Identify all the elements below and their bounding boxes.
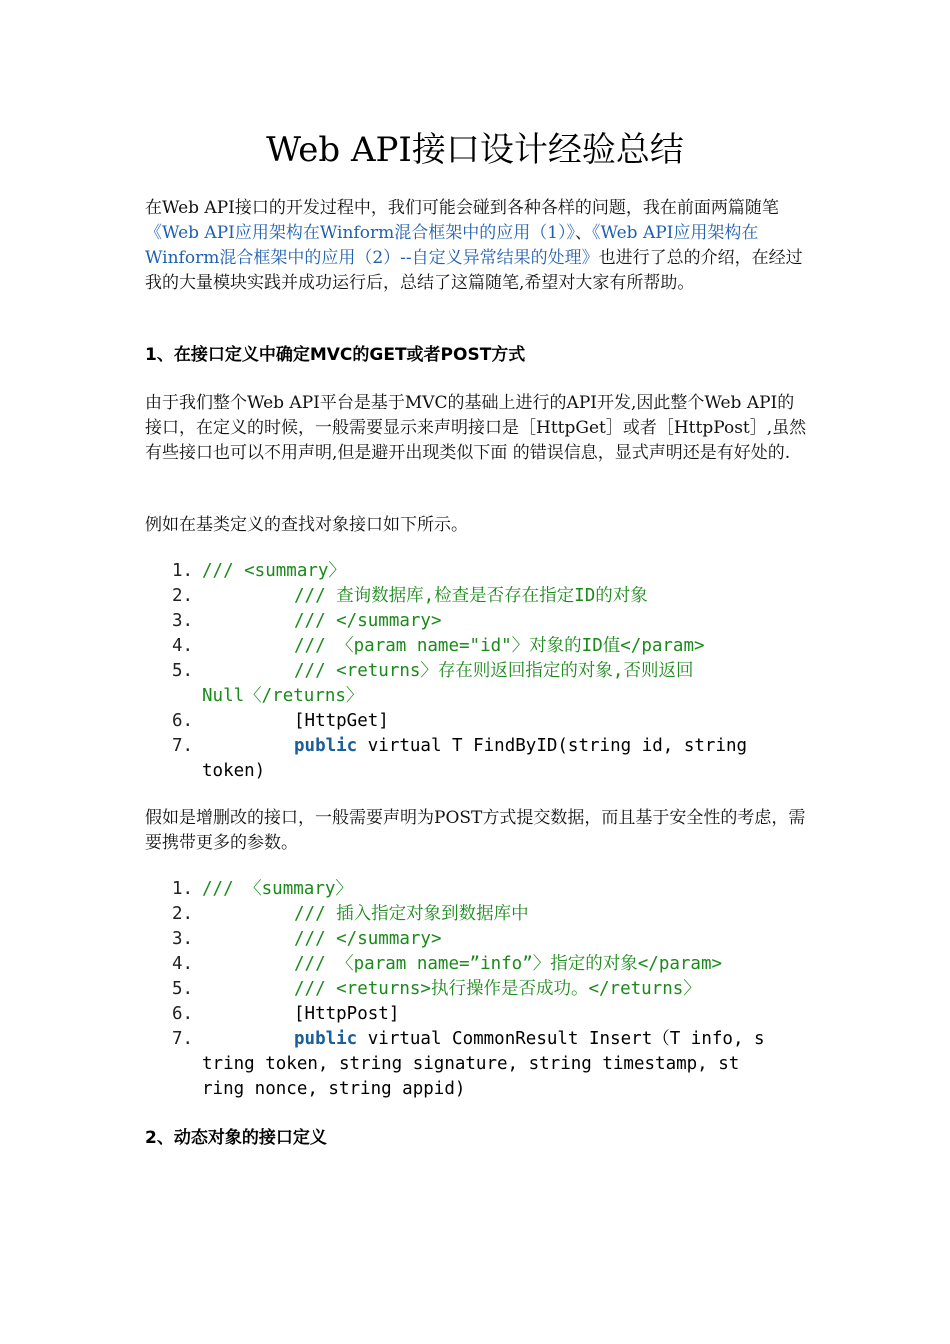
line-number: 3. xyxy=(172,929,194,949)
code-line: 6. [HttpGet] xyxy=(172,709,812,734)
line-number: 4. xyxy=(172,954,194,974)
keyword-public: public xyxy=(294,736,358,756)
line-number: 1. xyxy=(172,561,194,581)
line-number: 7. xyxy=(172,1029,194,1049)
line-number: 5. xyxy=(172,979,194,999)
code-line: 5. /// <returns〉存在则返回指定的对象,否则返回 xyxy=(172,659,812,684)
intro-text-2: 也进行了总的介绍，在经过我的大量模块实践并成功运行后，总结了这篇随笔,希望对大家有所帮助。 xyxy=(145,248,803,293)
link-article-2[interactable]: 《Web API应用架构在Winform混合框架中的应用（2）--自定义异常结果的处理》 xyxy=(145,223,759,268)
code-line: 1. /// 〈summary〉 xyxy=(172,877,812,902)
code-line: 7. public virtual T FindByID(string id, string xyxy=(172,734,812,759)
line-number: 1. xyxy=(172,879,194,899)
code-block-insert xyxy=(172,877,812,1102)
code-line-wrap: ring nonce, string appid) xyxy=(202,1079,466,1099)
line-number: 3. xyxy=(172,611,194,631)
line-number: 6. xyxy=(172,1004,194,1024)
code-line: 5. /// <returns>执行操作是否成功。</returns〉 xyxy=(172,977,812,1002)
line-number: 5. xyxy=(172,661,194,681)
section1-paragraph-1: 由于我们整个Web API平台是基于MVC的基础上进行的API开发,因此整个Web API的接口，在定义的时候，一般需要显示来声明接口是［HttpGet］或者［HttpPost］,虽然有些接口也可以不用声明,但是避开出现类似下面 的错误信息，显式声明还是有好处的. xyxy=(145,393,807,463)
code-line-wrap: Null〈/returns〉 xyxy=(202,686,364,706)
code-line: 2. /// 插入指定对象到数据库中 xyxy=(172,902,812,927)
code-line: 4. /// 〈param name=”info”〉指定的对象</param> xyxy=(172,952,812,977)
line-number: 7. xyxy=(172,736,194,756)
section2-heading: 2、动态对象的接口定义 xyxy=(145,1128,327,1148)
section1-paragraph-2: 例如在基类定义的查找对象接口如下所示。 xyxy=(145,515,468,535)
intro-separator: 、 xyxy=(575,223,593,243)
section1-paragraph-3: 假如是增删改的接口，一般需要声明为POST方式提交数据，而且基于安全性的考虑，需要携带更多的参数。 xyxy=(145,808,806,853)
keyword-public: public xyxy=(294,1029,358,1049)
code-line: 3. /// </summary> xyxy=(172,609,812,634)
line-number: 4. xyxy=(172,636,194,656)
code-line: 1. /// <summary〉 xyxy=(172,559,812,584)
code-line: 7. public virtual CommonResult Insert（T info, s xyxy=(172,1027,812,1052)
code-line: 3. /// </summary> xyxy=(172,927,812,952)
code-line: 6. [HttpPost] xyxy=(172,1002,812,1027)
code-line: 4. /// 〈param name="id"〉对象的ID值</param> xyxy=(172,634,812,659)
line-number: 2. xyxy=(172,586,194,606)
code-line-wrap: tring token, string signature, string timestamp, st xyxy=(202,1054,740,1074)
code-line-wrap: token) xyxy=(202,761,266,781)
code-block-find-by-id xyxy=(172,559,812,784)
page-title: Web API接口设计经验总结 xyxy=(266,130,684,170)
line-number: 6. xyxy=(172,711,194,731)
line-number: 2. xyxy=(172,904,194,924)
code-line: 2. /// 查询数据库,检查是否存在指定ID的对象 xyxy=(172,584,812,609)
intro-paragraph xyxy=(145,196,810,296)
section1-heading: 1、在接口定义中确定MVC的GET或者POST方式 xyxy=(145,345,526,365)
link-article-1[interactable]: 《Web API应用架构在Winform混合框架中的应用（1）》 xyxy=(145,223,576,243)
intro-text-1: 在Web API接口的开发过程中，我们可能会碰到各种各样的问题，我在前面两篇随笔 xyxy=(145,198,779,218)
